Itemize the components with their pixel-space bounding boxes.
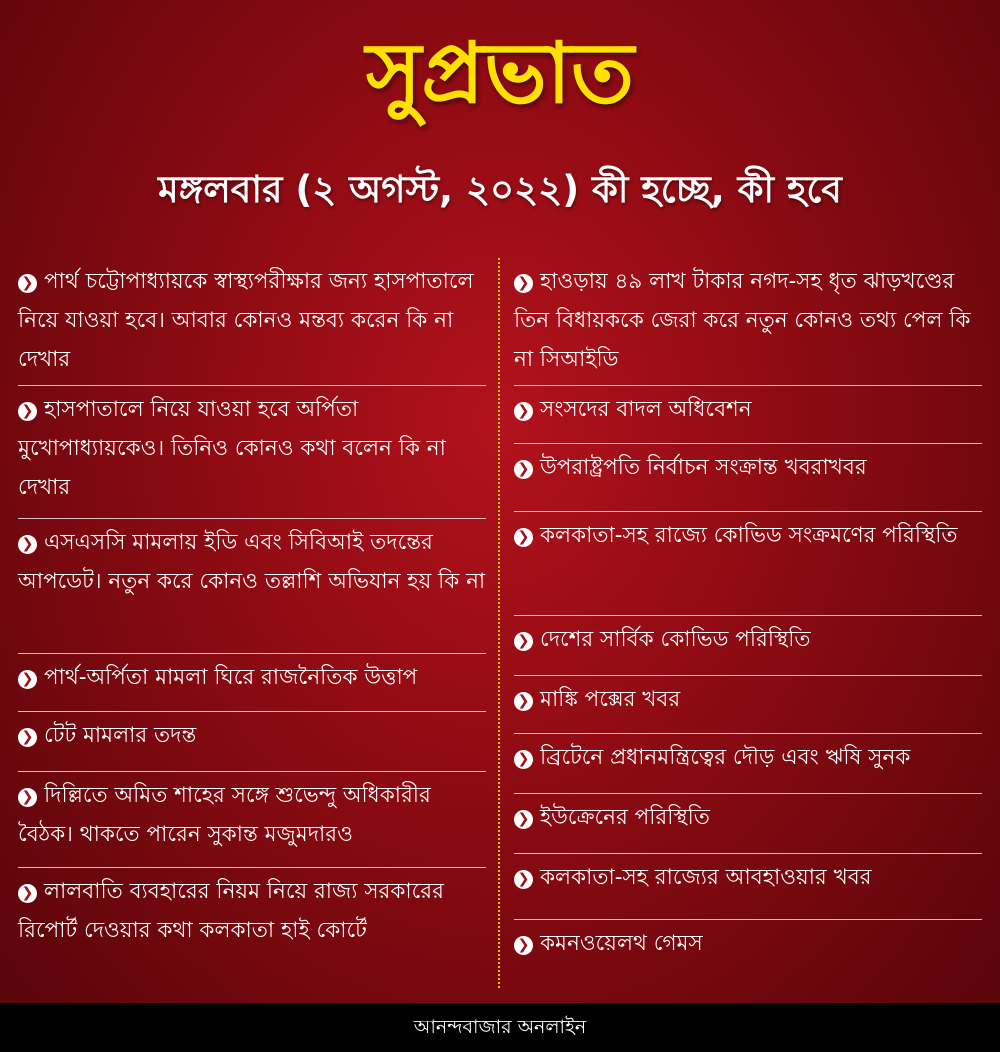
list-item-text: কলকাতা-সহ রাজ্যের আবহাওয়ার খবর — [540, 865, 872, 890]
page-title: সুপ্রভাত — [365, 24, 635, 122]
list-item — [18, 772, 486, 868]
chevron-right-circle-icon: ❯ — [18, 670, 37, 689]
list-item — [514, 794, 982, 854]
list-item-text: সংসদের বাদল অধিবেশন — [540, 397, 752, 422]
list-item — [514, 854, 982, 920]
list-item-text: ব্রিটেনে প্রধানমন্ত্রিত্বের দৌড় এবং ঋষি সুনক — [540, 745, 911, 770]
list-item-text: মাঙ্কি পক্সের খবর — [540, 687, 681, 712]
chevron-right-circle-icon: ❯ — [18, 274, 37, 293]
list-item-text: কমনওয়েলথ গেমস — [540, 931, 703, 956]
list-item — [514, 734, 982, 794]
chevron-right-circle-icon: ❯ — [18, 788, 37, 807]
list-item-text: পার্থ-অর্পিতা মামলা ঘিরে রাজনৈতিক উত্তাপ — [44, 665, 418, 690]
list-item — [18, 258, 486, 386]
list-item-text: কলকাতা-সহ রাজ্যে কোভিড সংক্রমণের পরিস্থিতি — [540, 523, 958, 548]
chevron-right-circle-icon: ❯ — [18, 402, 37, 421]
chevron-right-circle-icon: ❯ — [514, 274, 533, 293]
list-item-text: উপরাষ্ট্রপতি নির্বাচন সংক্রান্ত খবরাখবর — [540, 455, 867, 480]
chevron-right-circle-icon: ❯ — [18, 535, 37, 554]
list-item — [514, 676, 982, 734]
list-item-text: ইউক্রেনের পরিস্থিতি — [540, 805, 710, 830]
list-item-text: দেশের সার্বিক কোভিড পরিস্থিতি — [540, 627, 811, 652]
list-item-text: এসএসসি মামলায় ইডি এবং সিবিআই তদন্তের আপডেট। নতুন করে কোনও তল্লাশি অভিযান হয় কি না — [18, 530, 486, 594]
chevron-right-circle-icon: ❯ — [514, 810, 533, 829]
chevron-right-circle-icon: ❯ — [514, 936, 533, 955]
chevron-right-circle-icon: ❯ — [514, 528, 533, 547]
list-item — [18, 519, 486, 654]
footer-brand: আনন্দবাজার অনলাইন — [0, 1003, 1000, 1052]
chevron-right-circle-icon: ❯ — [18, 728, 37, 747]
list-item — [514, 444, 982, 512]
list-item-text: হাসপাতালে নিয়ে যাওয়া হবে অর্পিতা মুখোপাধ্যায়কেও। তিনিও কোনও কথা বলেন কি না দেখার — [18, 397, 446, 500]
chevron-right-circle-icon: ❯ — [514, 750, 533, 769]
chevron-right-circle-icon: ❯ — [514, 632, 533, 651]
list-item — [514, 512, 982, 616]
list-item — [18, 654, 486, 712]
chevron-right-circle-icon: ❯ — [514, 692, 533, 711]
news-columns — [0, 258, 1000, 996]
list-item — [18, 868, 486, 996]
chevron-right-circle-icon: ❯ — [514, 870, 533, 889]
list-item — [514, 386, 982, 444]
list-item — [514, 616, 982, 676]
list-item — [18, 386, 486, 519]
list-item-text: পার্থ চট্টোপাধ্যায়কে স্বাস্থ্যপরীক্ষার জন্য হাসপাতালে নিয়ে যাওয়া হবে। আবার কোনও মন্তব্য করেন কি না দেখার — [18, 269, 474, 372]
list-item-text: লালবাতি ব্যবহারের নিয়ম নিয়ে রাজ্য সরকারের রিপোর্ট দেওয়ার কথা কলকাতা হাই কোর্টে — [18, 879, 444, 943]
page-subtitle: মঙ্গলবার (২ অগস্ট, ২০২২) কী হচ্ছে, কী হবে — [158, 168, 842, 211]
chevron-right-circle-icon: ❯ — [514, 460, 533, 479]
list-item — [514, 258, 982, 386]
column-divider — [498, 258, 500, 988]
list-item-text: হাওড়ায় ৪৯ লাখ টাকার নগদ-সহ ধৃত ঝাড়খণ্ডের তিন বিধায়ককে জেরা করে নতুন কোনও তথ্য পেল কি না সিআইডি — [514, 269, 971, 372]
list-item — [514, 920, 982, 980]
chevron-right-circle-icon: ❯ — [18, 884, 37, 903]
list-item-text: দিল্লিতে অমিত শাহের সঙ্গে শুভেন্দু অধিকারীর বৈঠক। থাকতে পারেন সুকান্ত মজুমদারও — [18, 783, 431, 847]
list-item — [18, 712, 486, 772]
chevron-right-circle-icon: ❯ — [514, 402, 533, 421]
list-item-text: টেট মামলার তদন্ত — [44, 723, 197, 748]
